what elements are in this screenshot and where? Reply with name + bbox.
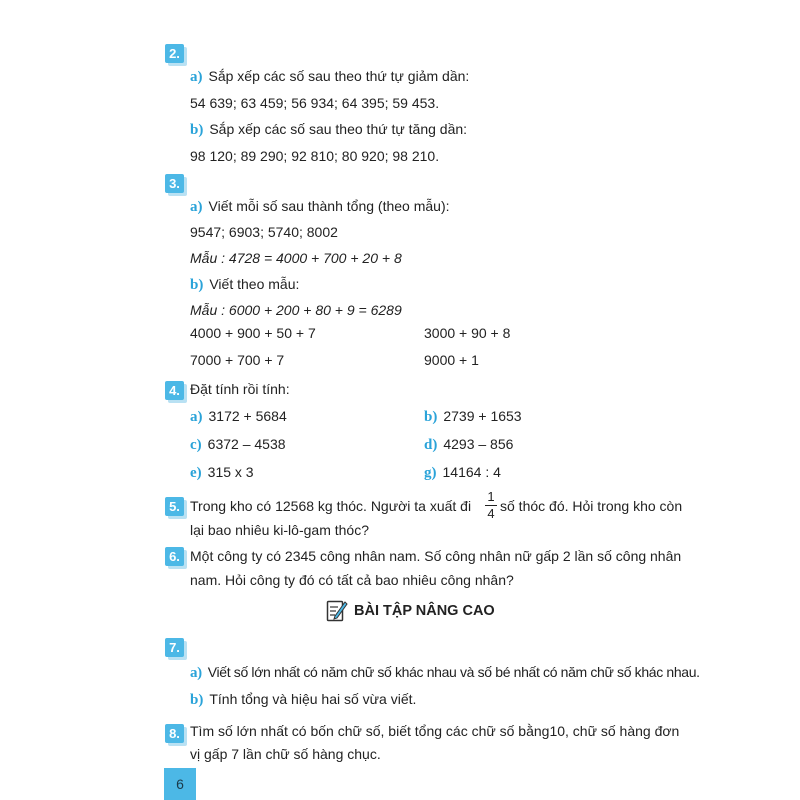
- pencil-notebook-icon: [326, 598, 348, 625]
- q4-item: [424, 436, 513, 454]
- q7-b-text: Tính tổng và hiệu hai số vừa viết.: [209, 691, 417, 707]
- q2-part-a: [190, 68, 469, 86]
- q3-b-item: 7000 + 700 + 7: [190, 352, 285, 368]
- q5-line1-before: Trong kho có 12568 kg thóc. Người ta xuất đi: [190, 498, 472, 514]
- q5-fraction-numerator: 1: [487, 489, 495, 504]
- q7-part-b: [190, 691, 416, 709]
- q2-a-text: Sắp xếp các số sau theo thứ tự giảm dần:: [208, 68, 470, 84]
- question-number-4: 4.: [165, 381, 184, 400]
- question-number-2: 2.: [165, 44, 184, 63]
- page-number: 6: [164, 768, 196, 800]
- q8-line1: Tìm số lớn nhất có bốn chữ số, biết tổng các chữ số bằng10, chữ số hàng đơn: [190, 723, 680, 739]
- q4-item-label: b): [424, 409, 438, 425]
- q4-item-label: d): [424, 437, 438, 453]
- q4-item-label: g): [424, 465, 437, 481]
- q3-a-numbers: 9547; 6903; 5740; 8002: [190, 224, 338, 240]
- q3-b-sample: Mẫu : 6000 + 200 + 80 + 9 = 6289: [190, 302, 402, 318]
- q4-item: [190, 464, 254, 482]
- q4-item-expr: 6372 – 4538: [207, 436, 286, 452]
- q2-b-numbers: 98 120; 89 290; 92 810; 80 920; 98 210.: [190, 148, 440, 164]
- q3-a-label: a): [190, 199, 203, 215]
- q3-b-item: 9000 + 1: [424, 352, 479, 368]
- q3-part-b: [190, 276, 299, 294]
- q3-a-sample: Mẫu : 4728 = 4000 + 700 + 20 + 8: [190, 250, 402, 266]
- q2-b-label: b): [190, 122, 204, 138]
- advanced-heading: [326, 598, 495, 625]
- q8-line2: vị gấp 7 lần chữ số hàng chục.: [190, 746, 381, 762]
- q3-b-item: 4000 + 900 + 50 + 7: [190, 325, 316, 341]
- q3-part-a: [190, 198, 450, 216]
- q4-item-label: e): [190, 465, 202, 481]
- q3-b-text: Viết theo mẫu:: [209, 276, 300, 292]
- q4-item-expr: 14164 : 4: [442, 464, 501, 480]
- q4-item-expr: 315 x 3: [207, 464, 254, 480]
- q4-item: [424, 464, 501, 482]
- q7-a-label: a): [190, 665, 202, 681]
- q4-item-expr: 2739 + 1653: [443, 408, 522, 424]
- q4-item: [190, 408, 287, 426]
- q5-fraction: [485, 490, 497, 521]
- q6-line1: Một công ty có 2345 công nhân nam. Số công nhân nữ gấp 2 lần số công nhân: [190, 548, 682, 564]
- q4-item-label: a): [190, 409, 203, 425]
- q2-b-text: Sắp xếp các số sau theo thứ tự tăng dần:: [209, 121, 468, 137]
- q2-a-numbers: 54 639; 63 459; 56 934; 64 395; 59 453.: [190, 95, 440, 111]
- q4-item-label: c): [190, 437, 202, 453]
- q4-item-expr: 3172 + 5684: [208, 408, 287, 424]
- q7-a-text: Viết số lớn nhất có năm chữ số khác nhau và số bé nhất có năm chữ số khác nhau.: [207, 664, 700, 680]
- q2-a-label: a): [190, 69, 203, 85]
- q4-item: [424, 408, 522, 426]
- q3-b-label: b): [190, 277, 204, 293]
- question-number-3: 3.: [165, 174, 184, 193]
- q5-fraction-denominator: 4: [487, 506, 495, 521]
- question-number-8: 8.: [165, 724, 184, 743]
- q7-part-a: [190, 664, 700, 682]
- q2-part-b: [190, 121, 467, 139]
- q5-line1-after: số thóc đó. Hỏi trong kho còn: [500, 498, 683, 514]
- q5-line2: lại bao nhiêu ki-lô-gam thóc?: [190, 522, 369, 538]
- question-number-6: 6.: [165, 547, 184, 566]
- q3-a-text: Viết mỗi số sau thành tổng (theo mẫu):: [208, 198, 450, 214]
- question-number-5: 5.: [165, 497, 184, 516]
- q4-item: [190, 436, 286, 454]
- advanced-heading-text: BÀI TẬP NÂNG CAO: [354, 603, 495, 620]
- q6-line2: nam. Hỏi công ty đó có tất cả bao nhiêu công nhân?: [190, 572, 514, 588]
- q4-text: Đặt tính rồi tính:: [190, 381, 290, 397]
- question-number-7: 7.: [165, 638, 184, 657]
- q4-item-expr: 4293 – 856: [443, 436, 514, 452]
- q7-b-label: b): [190, 692, 204, 708]
- q3-b-item: 3000 + 90 + 8: [424, 325, 511, 341]
